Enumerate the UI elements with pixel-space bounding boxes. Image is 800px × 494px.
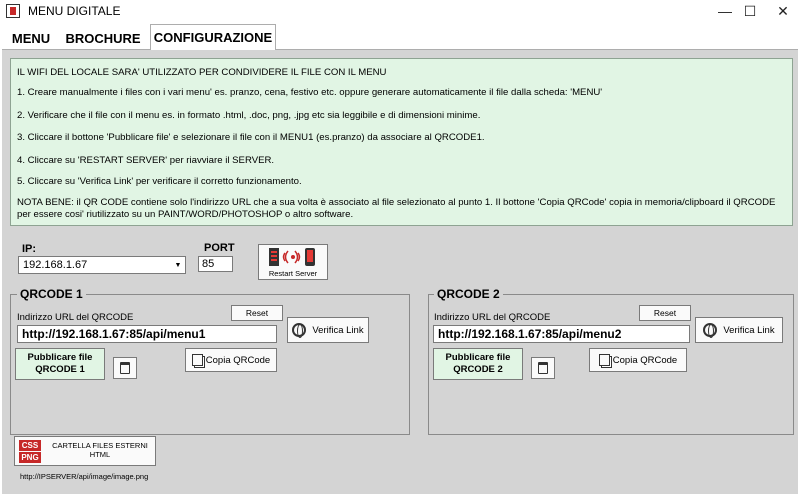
qrcode-1-copy-button[interactable]: [185, 348, 277, 372]
port-input[interactable]: 85: [198, 256, 233, 272]
qrcode-1-delete-button[interactable]: [113, 357, 137, 379]
qrcode-1-verify-button[interactable]: [287, 317, 369, 343]
trash-icon: [120, 362, 130, 374]
trash-icon: [538, 362, 548, 374]
maximize-button[interactable]: ☐: [743, 2, 757, 19]
external-files-label: [47, 441, 153, 459]
info-step-1: 1. Creare manualmente i files con i vari menu' es. pranzo, cena, festivo etc. oppure generare automaticamente il file dalla scheda: 'MENU': [17, 87, 603, 98]
restart-server-label: Restart Server: [268, 269, 318, 278]
ip-select[interactable]: 192.168.1.67: [18, 256, 186, 274]
qrcode-2-publish-button[interactable]: [433, 348, 523, 380]
qrcode-1-publish-line1: Pubblicare file: [27, 352, 93, 363]
tab-menu[interactable]: MENU: [11, 30, 51, 46]
restart-server-button[interactable]: [258, 244, 328, 280]
qrcode-2-verify-button[interactable]: [695, 317, 783, 343]
qrcode-1-url-label: Indirizzo URL del QRCODE: [17, 312, 134, 323]
external-files-label-line2: HTML: [89, 450, 111, 459]
chevron-down-icon[interactable]: ▼: [174, 261, 182, 269]
instructions-box: [10, 58, 793, 226]
qrcode-2-publish-line2: QRCODE 2: [453, 364, 503, 375]
png-badge-icon: PNG: [19, 452, 41, 463]
qrcode-1-copy-label: Copia QRCode: [205, 354, 271, 366]
qrcode-2-copy-button[interactable]: [589, 348, 687, 372]
qrcode-2-reset-button[interactable]: Reset: [639, 305, 691, 321]
info-heading: IL WIFI DEL LOCALE SARA' UTILIZZATO PER CONDIVIDERE IL FILE CON IL MENU: [17, 67, 387, 78]
qrcode-1-url-input[interactable]: http://192.168.1.67:85/api/menu1: [17, 325, 277, 343]
tab-brochure[interactable]: BROCHURE: [65, 30, 141, 46]
port-label: PORT: [204, 242, 235, 254]
info-step-5: 5. Cliccare su 'Verifica Link' per verificare il corretto funzionamento.: [17, 176, 302, 187]
external-files-label-line1: CARTELLA FILES ESTERNI: [52, 441, 148, 450]
copy-icon: [192, 354, 203, 366]
qrcode-2-url-input[interactable]: http://192.168.1.67:85/api/menu2: [433, 325, 690, 343]
window-title: MENU DIGITALE: [28, 4, 121, 18]
info-note-1: NOTA BENE: il QR CODE contiene solo l'indirizzo URL che a sua volta è associato al file selezionato al punto 1. Il bottone 'Copia QRCode' copia in memoria/clipboard il QRCODE: [17, 197, 776, 208]
qrcode-1-title: QRCODE 1: [17, 287, 86, 301]
qrcode-2-publish-line1: Pubblicare file: [445, 352, 511, 363]
info-note-2: per essere cosi' riutilizzato su un PAINT/WORD/PHOTOSHOP o altro software.: [17, 209, 354, 220]
qrcode-2-delete-button[interactable]: [531, 357, 555, 379]
server-signal-icon: [267, 246, 319, 268]
globe-icon: [292, 323, 306, 337]
info-step-2: 2. Verificare che il file con il menu es. in formato .html, .doc, png, .jpg etc sia leggibile e di dimensioni minime.: [17, 110, 481, 121]
image-path-text: http://IPSERVER/api/image/image.png: [20, 472, 149, 481]
qrcode-1-verify-label: Verifica Link: [312, 324, 364, 336]
css-badge-icon: CSS: [19, 440, 41, 451]
ip-label: IP:: [22, 243, 37, 255]
qrcode-1-publish-line2: QRCODE 1: [35, 364, 85, 375]
minimize-button[interactable]: —: [718, 3, 732, 19]
qrcode-2-verify-label: Verifica Link: [723, 324, 775, 336]
qrcode-2-url-label: Indirizzo URL del QRCODE: [434, 312, 551, 323]
info-step-3: 3. Cliccare il bottone 'Pubblicare file' e selezionare il file con il MENU1 (es.pranzo) da associare al QRCODE1.: [17, 132, 485, 143]
external-files-button[interactable]: [14, 436, 156, 466]
qrcode-1-publish-button[interactable]: [15, 348, 105, 380]
tab-configurazione[interactable]: CONFIGURAZIONE: [150, 24, 276, 50]
qrcode-1-group: [10, 287, 410, 435]
globe-icon: [703, 323, 717, 337]
qrcode-2-title: QRCODE 2: [434, 287, 503, 301]
qrcode-1-reset-button[interactable]: Reset: [231, 305, 283, 321]
qrcode-2-copy-label: Copia QRCode: [612, 354, 678, 366]
close-button[interactable]: ✕: [777, 2, 789, 19]
copy-icon: [599, 354, 610, 366]
app-icon: [6, 4, 20, 18]
qrcode-2-group: [428, 287, 794, 435]
info-step-4: 4. Cliccare su 'RESTART SERVER' per riavviare il SERVER.: [17, 155, 275, 166]
